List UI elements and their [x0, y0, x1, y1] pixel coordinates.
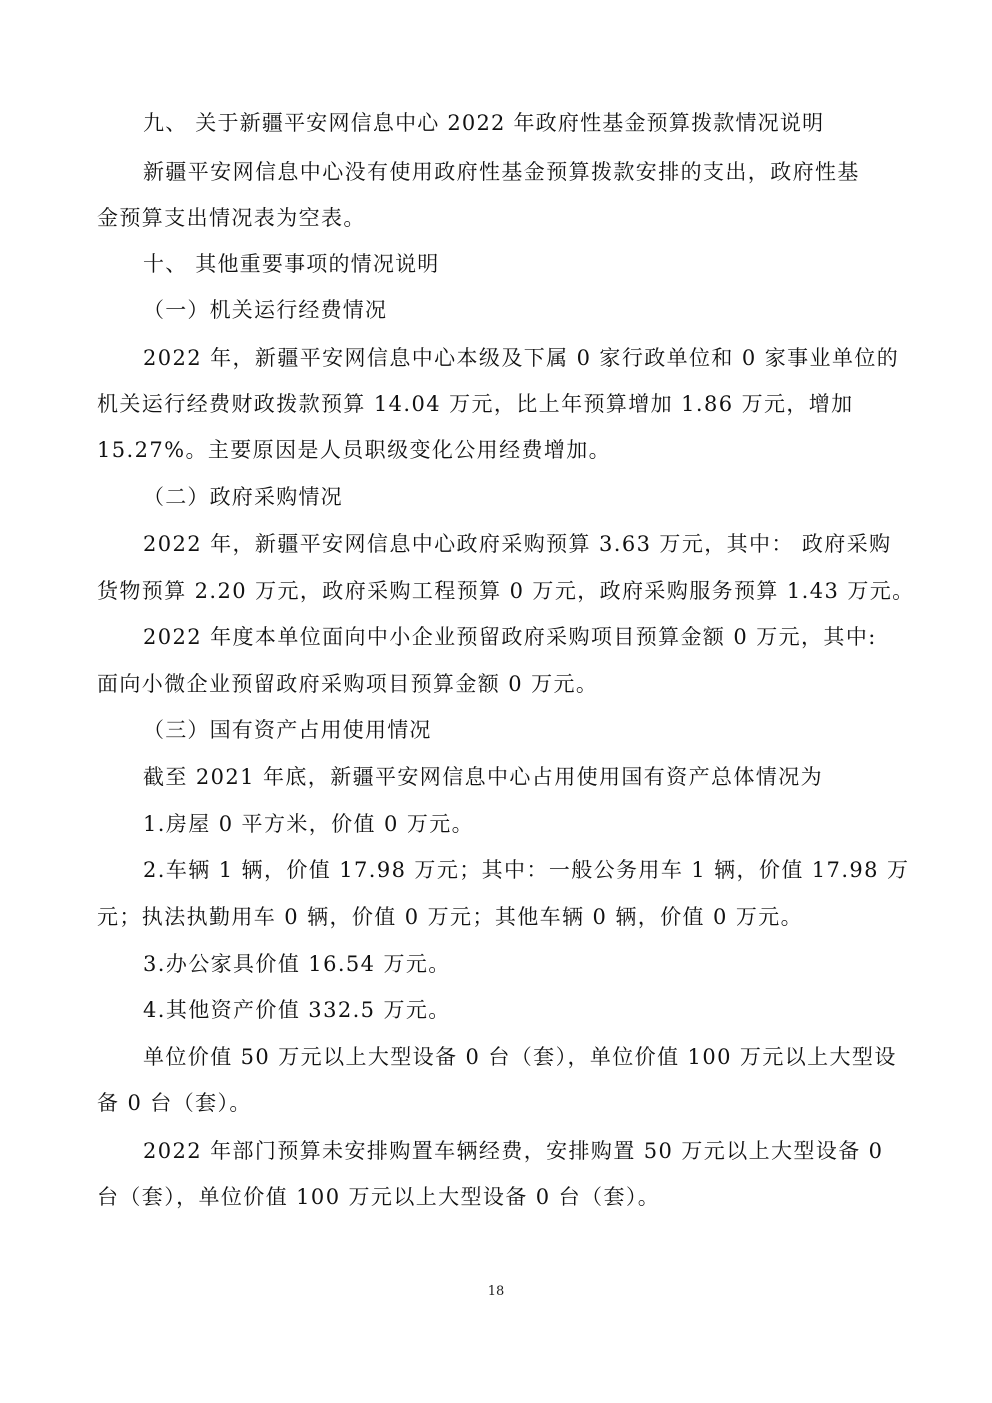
subsection-operating-costs-heading: （一）机关运行经费情况: [143, 298, 388, 322]
purchase-budget-text-cont: 台（套），单位价值 100 万元以上大型设备 0 台（套）。: [97, 1185, 661, 1209]
assets-item-furniture: 3.办公家具价值 16.54 万元。: [143, 952, 451, 976]
page-number: 18: [487, 1284, 505, 1299]
subsection-procurement-heading: （二）政府采购情况: [143, 485, 343, 509]
section-nine-body-cont: 金预算支出情况表为空表。: [97, 206, 366, 230]
purchase-budget-text: 2022 年部门预算未安排购置车辆经费，安排购置 50 万元以上大型设备 0: [143, 1139, 884, 1163]
section-ten-heading: 十、 其他重要事项的情况说明: [143, 252, 440, 276]
assets-item-vehicles: 2.车辆 1 辆，价值 17.98 万元；其中：一般公务用车 1 辆，价值 17.98 万: [143, 858, 910, 882]
assets-intro: 截至 2021 年底，新疆平安网信息中心占用使用国有资产总体情况为: [143, 765, 823, 789]
procurement-text-cont: 货物预算 2.20 万元，政府采购工程预算 0 万元，政府采购服务预算 1.43 万元。: [97, 579, 915, 603]
operating-costs-text: 2022 年，新疆平安网信息中心本级及下属 0 家行政单位和 0 家事业单位的: [143, 346, 900, 370]
assets-item-other: 4.其他资产价值 332.5 万元。: [143, 998, 451, 1022]
assets-item-vehicles-cont: 元；执法执勤用车 0 辆，价值 0 万元；其他车辆 0 辆，价值 0 万元。: [97, 905, 804, 929]
operating-costs-text-cont: 机关运行经费财政拨款预算 14.04 万元，比上年预算增加 1.86 万元，增加: [97, 392, 854, 416]
section-nine-body: 新疆平安网信息中心没有使用政府性基金预算拨款安排的支出，政府性基: [143, 160, 860, 184]
section-nine-heading: 九、 关于新疆平安网信息中心 2022 年政府性基金预算拨款情况说明: [143, 111, 825, 135]
procurement-text: 2022 年，新疆平安网信息中心政府采购预算 3.63 万元，其中： 政府采购: [143, 532, 892, 556]
sme-procurement-text: 2022 年度本单位面向中小企业预留政府采购项目预算金额 0 万元，其中:: [143, 625, 877, 649]
large-equipment-text-cont: 备 0 台（套）。: [97, 1091, 252, 1115]
subsection-assets-heading: （三）国有资产占用使用情况: [143, 718, 432, 742]
operating-costs-text-end: 15.27%。主要原因是人员职级变化公用经费增加。: [97, 438, 612, 462]
large-equipment-text: 单位价值 50 万元以上大型设备 0 台（套），单位价值 100 万元以上大型设: [143, 1045, 897, 1069]
assets-item-buildings: 1.房屋 0 平方米，价值 0 万元。: [143, 812, 475, 836]
sme-procurement-text-cont: 面向小微企业预留政府采购项目预算金额 0 万元。: [97, 672, 599, 696]
